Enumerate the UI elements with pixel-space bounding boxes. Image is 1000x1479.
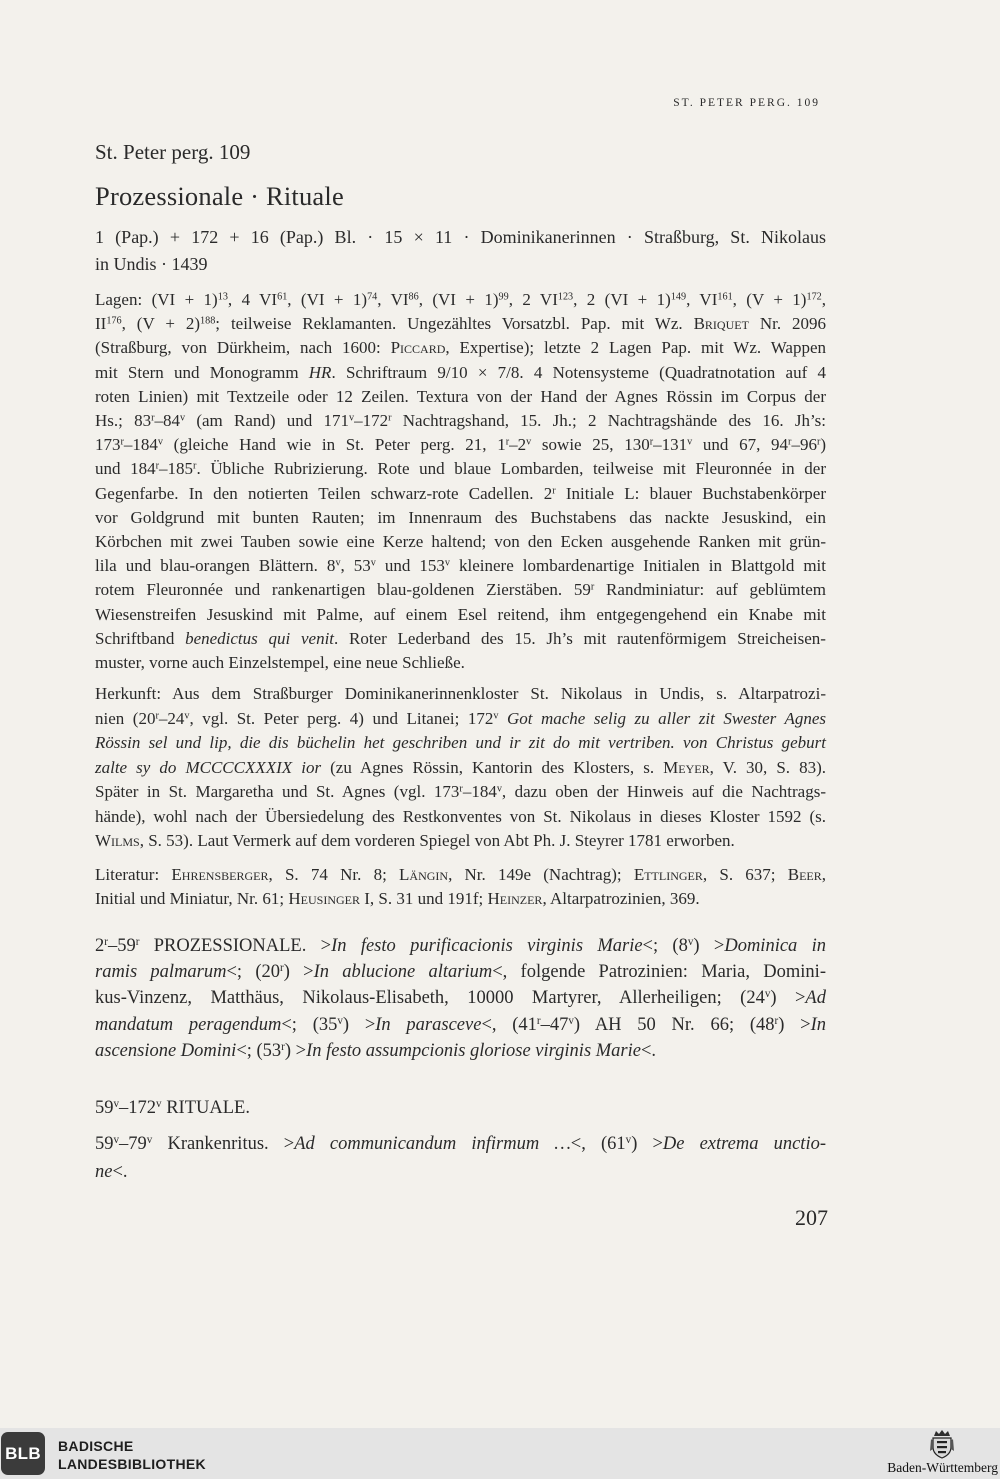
text-run: –184	[123, 435, 158, 455]
superscript: 176	[106, 315, 122, 327]
superscript: r	[104, 935, 108, 948]
italic-text: ne	[95, 1162, 113, 1182]
text-run: –24	[158, 708, 185, 728]
text-line	[95, 707, 826, 732]
superscript: 161	[717, 291, 733, 303]
italic-text: Dominica in	[724, 936, 826, 956]
krankenritus-contents	[95, 1130, 826, 1186]
text-run: –172	[119, 1098, 157, 1118]
text-run: , S. 53). Laut Vermerk auf dem vorderen Spiegel von Abt Ph. J. Steyrer 1781 erworben.	[139, 831, 735, 850]
text-run: ) >	[770, 988, 806, 1009]
text-run: , vgl. St. Peter perg. 4) und Litanei; 172	[189, 708, 494, 728]
text-run: , S. 74 Nr. 8;	[268, 865, 400, 884]
text-line	[95, 1130, 826, 1158]
shelfmark-title: St. Peter perg. 109	[95, 140, 251, 164]
italic-text: Ad	[805, 988, 826, 1009]
text-run: lila und blau-orangen Blättern. 8	[95, 556, 336, 576]
small-caps-text: Längin	[399, 865, 449, 884]
text-line	[95, 985, 826, 1011]
text-run: , Nr. 149e (Nachtrag);	[448, 865, 634, 884]
text-run: <.	[112, 1162, 128, 1182]
text-run: , 53	[340, 556, 371, 576]
text-line	[95, 651, 826, 675]
text-line	[95, 1012, 826, 1038]
text-line	[95, 933, 826, 959]
text-line	[95, 959, 826, 985]
text-run: ) >	[693, 936, 725, 956]
superscript: 61	[277, 291, 288, 303]
text-run: sowie 25, 130	[531, 435, 650, 455]
text-run: Nachtragshand, 15. Jh.; 2 Nachtragshände des 16. Jh’s:	[391, 411, 827, 431]
text-run: –47	[540, 1014, 569, 1035]
superscript: r	[120, 436, 124, 448]
text-line	[95, 506, 826, 530]
physical-description	[95, 224, 826, 278]
text-line	[95, 627, 826, 651]
italic-text: In ablucione altarium	[313, 962, 493, 983]
text-run: II	[95, 314, 107, 334]
text-run: , 2 VI	[508, 290, 558, 309]
superscript: v	[444, 557, 450, 569]
text-run: und 67, 94	[692, 435, 789, 455]
text-run: <, (41	[481, 1014, 537, 1035]
superscript: v	[184, 709, 190, 721]
text-line	[95, 530, 826, 554]
superscript: r	[590, 581, 595, 593]
superscript: r	[552, 485, 556, 497]
text-run: Lagen: (VI + 1)	[95, 290, 218, 309]
rituale-heading	[95, 1095, 826, 1121]
text-run: und 153	[375, 556, 445, 576]
text-run: Initial und Miniatur, Nr. 61;	[95, 889, 289, 908]
superscript: r	[505, 436, 510, 448]
text-run: ) >	[631, 1134, 663, 1154]
superscript: v	[180, 412, 186, 424]
superscript: v	[156, 1097, 162, 1110]
text-run: PROZESSIONALE. >	[139, 936, 332, 956]
page-number: 207	[795, 1205, 828, 1230]
blb-logo: BLB	[1, 1432, 45, 1475]
italic-text: benedictus qui venit	[185, 628, 335, 648]
text-run: ) >	[284, 1040, 307, 1061]
small-caps-text: Ettlinger	[633, 865, 703, 884]
superscript: 188	[200, 315, 216, 327]
superscript: 149	[670, 291, 687, 303]
text-run: –2	[509, 435, 527, 455]
library-name-line-1: BADISCHE	[58, 1438, 134, 1454]
text-run: 2	[95, 936, 105, 956]
text-run: ) >	[778, 1014, 811, 1035]
text-run: ,	[821, 865, 826, 884]
text-run: –96	[791, 435, 817, 455]
text-run: und 184	[95, 459, 156, 479]
text-line	[95, 578, 826, 602]
text-run: , (V + 2)	[121, 314, 201, 334]
superscript: r	[816, 436, 821, 448]
small-caps-text: Wilms	[95, 831, 140, 850]
state-name: Baden-Württemberg	[887, 1460, 998, 1475]
text-run: <; (20	[226, 962, 280, 983]
text-run: Gegenfarbe. In den notierten Teilen schwarz-rote Cadellen. 2	[95, 483, 553, 503]
superscript: 123	[557, 291, 574, 303]
italic-text: zalte sy do MCCCCXXXIX ior	[95, 757, 322, 777]
text-run: (am Rand) und 171	[185, 411, 350, 431]
text-line	[95, 1158, 826, 1186]
text-line	[95, 312, 826, 336]
small-caps-text: Heinzer	[487, 889, 543, 908]
small-caps-text: Heusinger	[288, 889, 360, 908]
small-caps-text: Beer	[787, 865, 822, 884]
text-run: Initiale L: blauer Buchstabenkörper	[555, 483, 826, 503]
library-footer	[0, 1428, 1000, 1479]
text-run: –79	[119, 1134, 147, 1154]
text-run: <; (53	[236, 1040, 282, 1061]
text-run: I, S. 31 und 191f;	[360, 889, 488, 908]
text-run: (zu Agnes Rössin, Kantorin des Klosters, s.	[321, 757, 664, 777]
text-run: )	[820, 435, 827, 455]
text-run: Hs.; 83	[95, 411, 152, 431]
text-run: 1 (Pap.) + 172 + 16 (Pap.) Bl. · 15 × 11 · Dominikanerinnen · Straßburg, St. Nikolaus	[95, 227, 826, 247]
text-line	[95, 288, 826, 312]
superscript: r	[649, 436, 654, 448]
text-run: nien (20	[95, 708, 156, 728]
text-run: –131	[653, 435, 688, 455]
text-run: . Roter Lederband des 15. Jh’s mit rautenförmigem Streicheisen-	[334, 628, 826, 648]
text-run: Randminiatur: auf geblümtem	[594, 580, 826, 600]
text-run: –59	[107, 936, 136, 956]
text-line	[95, 336, 826, 360]
superscript: 172	[806, 291, 822, 303]
superscript: 74	[367, 291, 378, 303]
text-run: , V. 30, S. 83).	[709, 757, 826, 777]
work-title: Prozessionale · Rituale	[95, 181, 344, 211]
superscript: r	[155, 460, 160, 472]
text-run: 59	[95, 1098, 114, 1118]
text-run: , Altarpatrozinien, 369.	[542, 889, 700, 908]
text-run: <; (35	[281, 1014, 338, 1035]
superscript: v	[370, 557, 376, 569]
text-line	[95, 1038, 826, 1064]
superscript: r	[788, 436, 792, 448]
coat-of-arms-icon	[928, 1429, 956, 1459]
text-line	[95, 554, 826, 578]
text-line	[95, 780, 826, 805]
small-caps-text: Briquet	[693, 314, 749, 334]
text-run: , (V + 1)	[732, 290, 807, 309]
text-line	[95, 682, 826, 707]
text-run: hände), wohl nach der Übersiedelung des Restkonventes von St. Nikolaus in dieses Kloster 1592 (s.	[95, 806, 826, 826]
small-caps-text: Ehrensberger	[171, 865, 269, 884]
text-run: –172	[354, 411, 389, 431]
library-name-line-2: LANDESBIBLIOTHEK	[58, 1456, 206, 1472]
text-run: <, folgende Patrozinien: Maria, Domini-	[492, 962, 826, 983]
italic-text: HR	[308, 362, 332, 382]
text-run: kleinere lombardenartige Initialen in Blattgold mit	[450, 556, 826, 576]
running-head: ST. PETER PERG. 109	[673, 97, 820, 109]
text-run: RITUALE.	[161, 1098, 250, 1118]
text-line	[95, 457, 826, 481]
text-run: Herkunft: Aus dem Straßburger Dominikanerinnenkloster St. Nikolaus in Undis, s. Altarpatrozi-	[95, 684, 826, 703]
text-line	[95, 251, 826, 278]
italic-text: In festo assumpcionis gloriose virginis Marie	[306, 1040, 641, 1061]
superscript: v	[764, 988, 771, 1001]
superscript: v	[568, 1014, 574, 1027]
literature-paragraph	[95, 863, 826, 911]
italic-text: In	[810, 1014, 826, 1035]
italic-text: mandatum peragendum	[95, 1014, 282, 1035]
superscript: r	[388, 412, 392, 424]
text-line	[95, 482, 826, 506]
superscript: r	[281, 1040, 285, 1053]
superscript: v	[337, 1014, 343, 1027]
text-run: <, (61	[570, 1134, 626, 1154]
superscript: r	[459, 783, 463, 795]
text-line	[95, 1095, 826, 1121]
superscript: v	[687, 935, 694, 948]
processional-contents	[95, 933, 826, 1064]
text-run: (Straßburg, von Dürkheim, nach 1600:	[95, 338, 391, 358]
text-run: 59	[95, 1134, 114, 1154]
small-caps-text: Piccard	[390, 338, 446, 358]
text-run: , VI	[686, 290, 718, 309]
superscript: v	[526, 436, 532, 448]
text-run: ,	[821, 290, 826, 309]
text-run: , VI	[377, 290, 409, 309]
superscript: v	[113, 1097, 120, 1110]
text-run: –184	[462, 782, 497, 801]
text-run: , Expertise); letzte 2 Lagen Pap. mit Wz. Wappen	[445, 338, 826, 358]
text-line	[95, 603, 826, 627]
text-run: vor Goldgrund mit bunten Rauten; im Innenraum des Buchstabens das nackte Jesuskind, ein	[95, 507, 826, 527]
superscript: r	[151, 412, 155, 424]
superscript: v	[157, 436, 163, 448]
italic-text: ascensione Domini	[95, 1040, 237, 1061]
text-line	[95, 756, 826, 781]
italic-text: De extrema unctio-	[662, 1134, 826, 1154]
superscript: v	[493, 709, 499, 721]
text-run: Schriftband	[95, 628, 186, 648]
superscript: v	[625, 1133, 632, 1146]
text-line	[95, 409, 826, 433]
text-run: <.	[640, 1040, 657, 1061]
text-run: ) >	[342, 1014, 376, 1035]
text-line	[95, 731, 826, 756]
text-run: muster, vorne auch Einzelstempel, eine neue Schließe.	[95, 653, 465, 673]
text-line	[95, 361, 826, 385]
superscript: r	[536, 1014, 541, 1027]
text-run: ) >	[283, 962, 314, 983]
text-run: , (VI + 1)	[287, 290, 368, 309]
text-line	[95, 887, 826, 911]
italic-text: In festo purificacionis virginis Marie	[331, 936, 643, 956]
italic-text: Got mache selig zu aller zit Swester Agnes	[498, 708, 826, 728]
superscript: r	[280, 962, 284, 975]
text-run: Literatur:	[95, 865, 172, 884]
text-run: mit Stern und Monogramm	[95, 362, 309, 382]
superscript: 86	[408, 291, 419, 303]
text-run: Später in St. Margaretha und St. Agnes (vgl. 173	[95, 782, 460, 801]
italic-text: ramis palmarum	[95, 962, 227, 983]
superscript: r	[155, 709, 159, 721]
text-run: kus-Vinzenz, Matthäus, Nikolaus-Elisabeth, 10000 Martyrer, Allerheiligen; (24	[95, 988, 765, 1009]
superscript: v	[687, 436, 693, 448]
text-run: 173	[95, 435, 121, 455]
codicology-paragraph	[95, 288, 826, 675]
text-run: , S. 637;	[702, 865, 788, 884]
text-run: , 4 VI	[227, 290, 278, 309]
text-run: ) AH 50 Nr. 66; (48	[573, 1014, 775, 1035]
italic-text: In parasceve	[375, 1014, 482, 1035]
text-line	[95, 805, 826, 830]
text-line	[95, 385, 826, 409]
superscript: 99	[498, 291, 509, 303]
superscript: v	[496, 783, 502, 795]
text-run: <; (8	[642, 936, 688, 956]
text-run: , 2 (VI + 1)	[573, 290, 671, 309]
text-run: –185	[159, 459, 194, 479]
superscript: v	[349, 412, 355, 424]
text-run: Körbchen mit zwei Tauben sowie eine Kerze haltend; von den Ecken ausgehende Ranken mit grün-	[95, 532, 826, 552]
text-run: . Übliche Rubrizierung. Rote und blaue Lombarden, teilweise mit Fleuronnée in der	[196, 459, 826, 479]
text-run: , (VI + 1)	[418, 290, 499, 309]
text-run: –84	[154, 411, 181, 431]
superscript: 13	[217, 291, 228, 303]
text-run: Wiesenstreifen Jesuskind mit Palme, auf einem Esel reitend, ihm entgegengehend ein Knabe mit	[95, 604, 826, 624]
text-run: Krankenritus. >	[152, 1134, 295, 1154]
text-run: ; teilweise Reklamanten. Ungezähltes Vorsatzbl. Pap. mit Wz.	[215, 314, 694, 334]
text-run: rotem Fleuronnée und rankenartigen blau-goldenen Zierstäben. 59	[95, 580, 591, 600]
text-run: , dazu oben der Hinweis auf die Nachtrags-	[501, 782, 826, 801]
text-line	[95, 224, 826, 251]
text-run: (gleiche Hand wie in St. Peter perg. 21, 1	[163, 435, 506, 455]
superscript: r	[135, 935, 140, 948]
text-line	[95, 433, 826, 457]
text-line	[95, 829, 826, 854]
text-run: in Undis · 1439	[95, 254, 208, 274]
text-run: roten Linien) mit Textzeile oder 12 Zeilen. Textura von der Hand der Agnes Rössin im Corpus der	[95, 386, 826, 406]
superscript: r	[193, 460, 197, 472]
text-run: Nr. 2096	[748, 314, 827, 334]
superscript: v	[335, 557, 341, 569]
text-run: . Schriftraum 9/10 × 7/8. 4 Notensysteme (Quadratnotation auf 4	[331, 362, 826, 382]
italic-text: Ad communicandum infirmum …	[294, 1134, 571, 1154]
small-caps-text: Meyer	[663, 757, 710, 777]
superscript: v	[146, 1133, 153, 1146]
text-line	[95, 863, 826, 887]
italic-text: Rössin sel und lip, die dis büchelin het geschriben und ir zit do mit vertriben. von Christus geburt	[95, 733, 826, 752]
provenance-paragraph	[95, 682, 826, 854]
superscript: r	[774, 1014, 779, 1027]
superscript: v	[113, 1133, 120, 1146]
